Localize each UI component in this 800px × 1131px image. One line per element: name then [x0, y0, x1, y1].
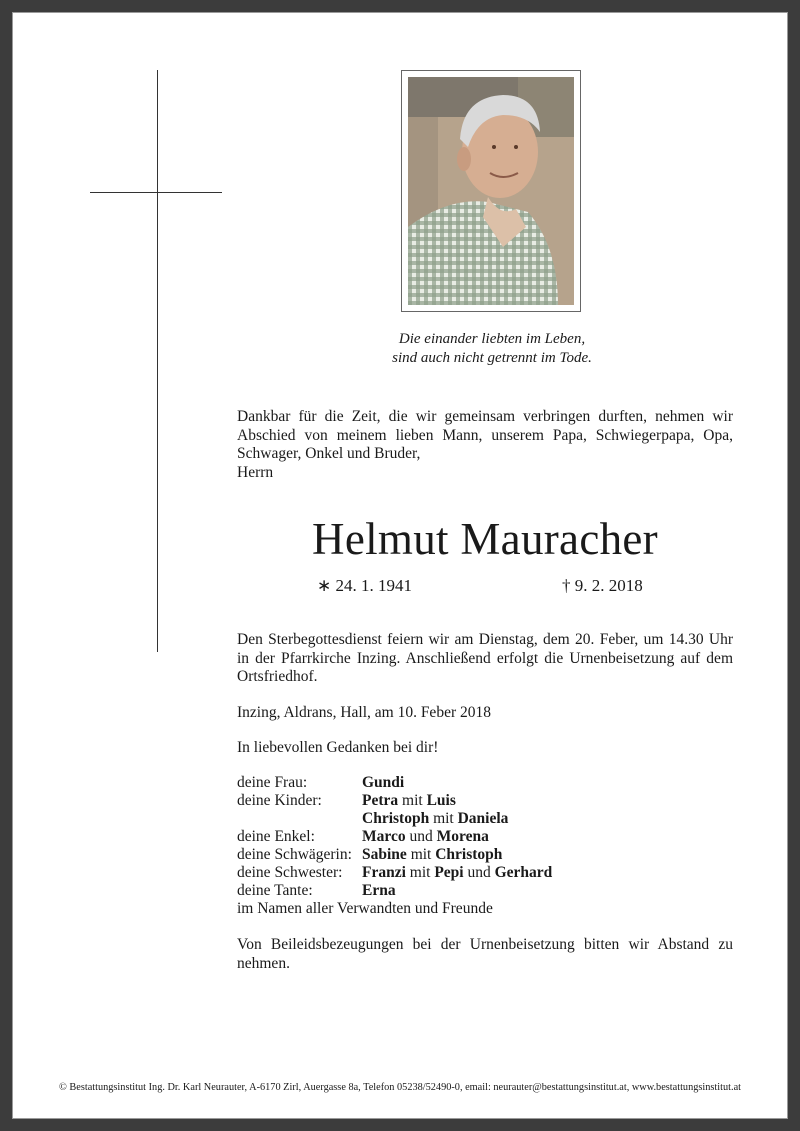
- death-date: † 9. 2. 2018: [562, 576, 643, 595]
- family-member-name: Luis: [426, 792, 456, 809]
- family-connector: mit: [405, 864, 435, 881]
- service-line-2: in der Pfarrkirche Inzing. Anschließend erfolgt die Urnenbeisetzung auf dem: [237, 649, 733, 667]
- family-connector: und: [405, 828, 437, 845]
- family-connector: mit: [406, 846, 436, 863]
- family-row: [237, 882, 552, 900]
- family-relation: deine Schwägerin:: [237, 846, 352, 863]
- intro-line-4: Herrn: [237, 463, 274, 481]
- family-relation: deine Schwester:: [237, 864, 343, 881]
- service-line-1: Den Sterbegottesdienst feiern wir am Dienstag, dem 20. Feber, um 14.30 Uhr: [237, 631, 733, 648]
- family-connector: mit: [398, 792, 427, 809]
- family-names: [362, 882, 396, 900]
- portrait-image: [408, 77, 574, 305]
- family-member-name: Marco: [362, 828, 406, 845]
- family-member-name: Erna: [362, 882, 396, 899]
- family-member-name: Christoph: [362, 810, 430, 827]
- motto-line-1: Die einander liebten im Leben,: [398, 331, 586, 347]
- family-member-name: Franzi: [362, 864, 406, 881]
- family-relation: [237, 810, 362, 828]
- family-relation: deine Enkel:: [237, 828, 315, 845]
- motto: [312, 330, 672, 368]
- family-relation: deine Kinder:: [237, 792, 322, 809]
- family-member-name: Gundi: [362, 774, 405, 791]
- family-member-name: Sabine: [362, 846, 407, 863]
- family-names: [362, 792, 456, 810]
- motto-line-2: sind auch nicht getrennt im Tode.: [392, 350, 592, 366]
- family-names: [362, 846, 502, 864]
- family-relation: deine Frau:: [237, 774, 308, 791]
- thoughts: In liebevollen Gedanken bei dir!: [237, 739, 439, 756]
- intro-line-3: Schwager, Onkel und Bruder,: [237, 445, 421, 462]
- family-connector: und: [463, 864, 495, 881]
- family-row: [237, 864, 552, 882]
- footer-imprint: © Bestattungsinstitut Ing. Dr. Karl Neurauter, A-6170 Zirl, Auergasse 8a, Telefon 05238/52490-0, email: neurauter@bestattungsinstitut.at, www.bestattungsinstitut.at: [58, 1082, 742, 1093]
- condolence-line-1: Von Beileidsbezeugungen bei der Urnenbeisetzung bitten wir Abstand zu: [237, 936, 733, 953]
- family-member-name: Petra: [362, 792, 399, 809]
- portrait-frame: [401, 70, 581, 312]
- family-connector: mit: [429, 810, 458, 827]
- family-member-name: Gerhard: [494, 864, 553, 881]
- family-member-name: Christoph: [435, 846, 503, 863]
- service-text: [237, 631, 733, 687]
- family-row: [237, 846, 552, 864]
- cross-vertical-bar: [157, 70, 158, 652]
- family-member-name: Daniela: [457, 810, 509, 827]
- birth-date: ∗ 24. 1. 1941: [317, 576, 412, 595]
- family-names: [362, 828, 489, 846]
- family-row: [237, 792, 552, 810]
- intro-line-1: Dankbar für die Zeit, die wir gemeinsam verbringen durften, nehmen wir: [237, 408, 733, 425]
- deceased-name: Helmut Mauracher: [312, 514, 658, 564]
- family-member-name: Morena: [436, 828, 489, 845]
- intro-text: [237, 408, 733, 482]
- family-relation: deine Tante:: [237, 882, 313, 899]
- family-row: [237, 810, 552, 828]
- condolence-text: [237, 936, 733, 973]
- condolence-line-2: nehmen.: [237, 954, 290, 972]
- family-names: [362, 864, 552, 882]
- intro-line-2: Abschied von meinem lieben Mann, unserem Papa, Schwiegerpapa, Opa,: [237, 426, 733, 444]
- cross-horizontal-bar: [90, 192, 222, 193]
- family-row: [237, 828, 552, 846]
- portrait-photo: [408, 77, 574, 305]
- service-line-3: Ortsfriedhof.: [237, 668, 318, 685]
- family-names: [362, 810, 508, 828]
- family-closing: im Namen aller Verwandten und Freunde: [237, 900, 493, 917]
- place-date: Inzing, Aldrans, Hall, am 10. Feber 2018: [237, 704, 491, 721]
- family-names: [362, 774, 404, 792]
- family-list: [237, 774, 552, 918]
- family-row: [237, 774, 552, 792]
- family-member-name: Pepi: [434, 864, 464, 881]
